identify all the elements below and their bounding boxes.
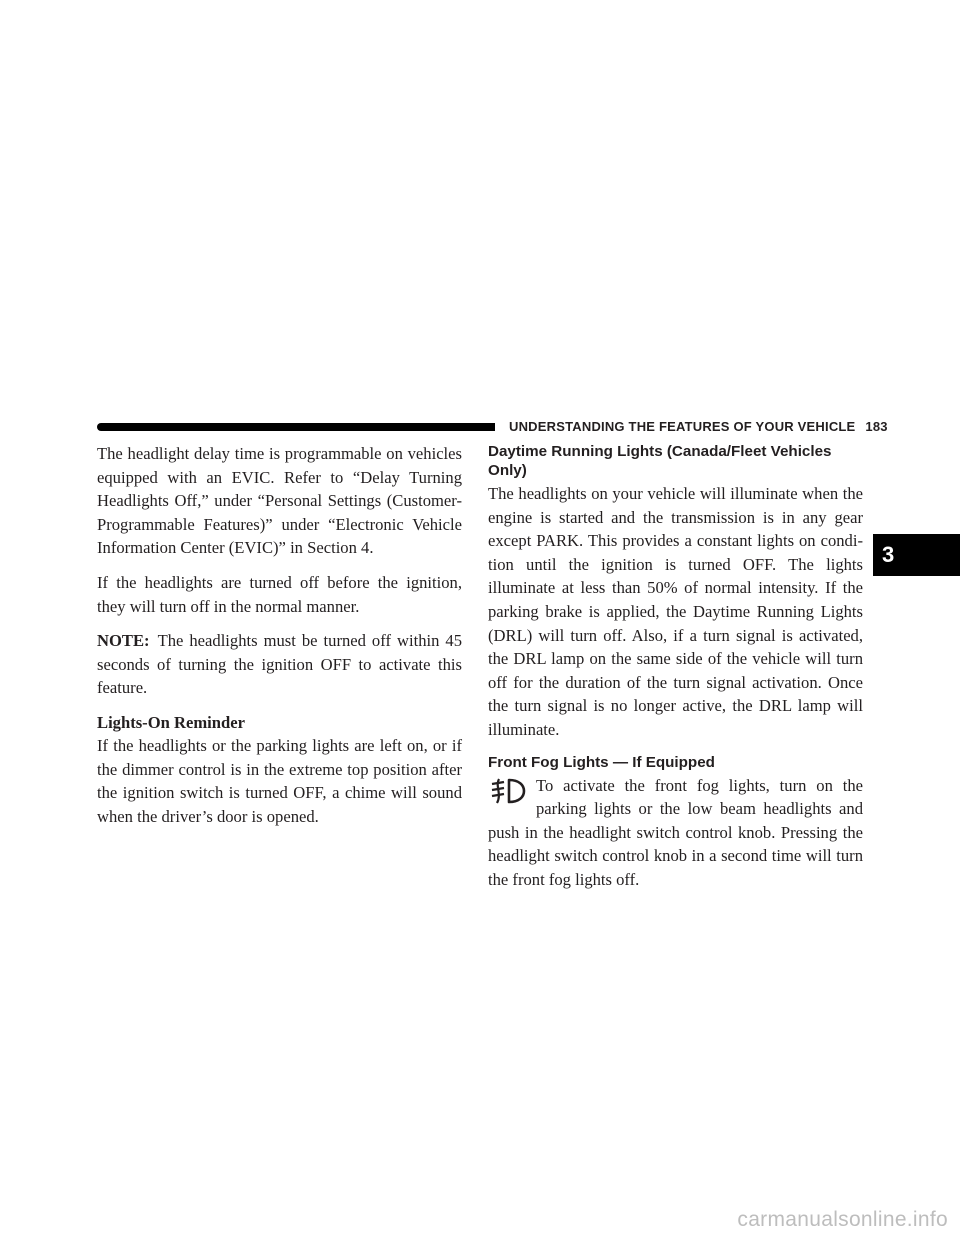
note-text: The headlights must be turned off within 45 seconds of turning the ignition OFF to activate this feature. bbox=[97, 631, 462, 698]
front-fog-lights-heading: Front Fog Lights — If Equipped bbox=[488, 753, 715, 771]
front-fog-lights-text: To activate the front fog lights, turn on the parking lights or the low beam headlights and push in the headlight switch control knob. Pressing the headlight switch control knob in a second time will turn the front fog lights off. bbox=[488, 775, 863, 889]
section-title: UNDERSTANDING THE FEATURES OF YOUR VEHICLE bbox=[509, 419, 856, 434]
headlights-off-paragraph: If the headlights are turned off before the ignition, they will turn off in the normal manner. bbox=[97, 572, 462, 616]
lights-on-reminder-text: If the headlights or the parking lights are left on, or if the dimmer control is in the extreme top position after the ignition switch is turned OFF, a chime will sound when the driver’s door is opened. bbox=[97, 735, 462, 826]
note-label: NOTE: bbox=[97, 631, 150, 651]
right-column bbox=[488, 442, 863, 903]
drl-text: The headlights on your vehicle will illuminate when the engine is started and the transmission is in any gear except PARK. This provides a constant lights on condition until the ignition is turned OFF. The lights illuminate at less than 50% of normal intensity. If the parking brake is applied, the Daytime Running Lights (DRL) will turn off. Also, if a turn signal is activated, the DRL lamp on the same side of the vehicle will turn off for the duration of the turn signal activation. Once the turn signal is no longer active, the DRL lamp will illuminate. bbox=[488, 484, 863, 739]
note-paragraph bbox=[97, 629, 462, 700]
running-header bbox=[495, 418, 896, 436]
page-number: 183 bbox=[865, 419, 888, 434]
watermark: carmanualsonline.info bbox=[737, 1208, 948, 1231]
left-column bbox=[97, 442, 462, 839]
lights-on-reminder-heading: Lights-On Reminder bbox=[97, 712, 245, 732]
chapter-tab: 3 bbox=[873, 534, 960, 576]
front-fog-lights-block bbox=[488, 774, 863, 892]
drl-heading: Daytime Running Lights (Canada/Fleet Vehicles Only) bbox=[488, 443, 832, 479]
front-fog-light-icon bbox=[488, 776, 528, 806]
headlight-delay-paragraph: The headlight delay time is programmable on vehicles equipped with an EVIC. Refer to “Delay Turning Headlights Off,” under “Personal Settings (Customer-Programmable Features)” under “Electronic Vehicle Information Center (EVIC)” in Section 4. bbox=[97, 444, 462, 558]
